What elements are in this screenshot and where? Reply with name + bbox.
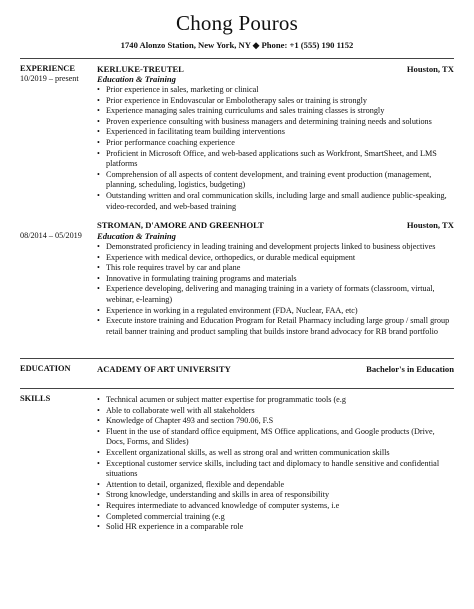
bullet-item: • Experience in working in a regulated environment (FDA, Nuclear, FAA, etc) (97, 306, 453, 317)
section-label-skills: SKILLS (20, 394, 51, 403)
section-divider-education (20, 358, 454, 359)
candidate-name: Chong Pouros (175, 11, 298, 35)
bullet-item: • Excellent organizational skills, as well as strong oral and written communication skills (97, 448, 453, 459)
job-bullet-list (97, 242, 453, 337)
bullet-item: • Completed commercial training (e.g (97, 512, 453, 523)
contact-line: 1740 Alonzo Station, New York, NY ◆ Phone: +1 (555) 190 1152 (120, 40, 354, 50)
bullet-item: • Technical acumen or subject matter expertise for programmatic tools (e.g (97, 395, 453, 406)
bullet-item: • Outstanding written and oral communication skills, including large and small audience public-speaking, video-recorded, and web-based training (97, 191, 453, 212)
bullet-item: • Experience developing, delivering and managing training in a variety of formats (classroom, virtual, webinar, e-learning) (97, 284, 453, 305)
job-role: Education & Training (97, 74, 176, 84)
bullet-item: • Prior experience in Endovascular or Embolotherapy sales or training is strongly (97, 96, 453, 107)
education-school: ACADEMY OF ART UNIVERSITY (97, 364, 231, 374)
section-divider-experience (20, 58, 454, 59)
job-company: STROMAN, D'AMORE AND GREENHOLT (97, 220, 264, 230)
bullet-item: • Prior performance coaching experience (97, 138, 453, 149)
job-dates: 10/2019 – present (20, 74, 79, 83)
bullet-item: • Knowledge of Chapter 493 and section 790.06, F.S (97, 416, 453, 427)
section-label-education: EDUCATION (20, 364, 71, 373)
education-degree: Bachelor's in Education (366, 364, 454, 374)
bullet-item: • Innovative in formulating training programs and materials (97, 274, 453, 285)
bullet-item: • Experience managing sales training curriculums and sales training classes is strongly (97, 106, 453, 117)
bullet-item: • Prior experience in sales, marketing or clinical (97, 85, 453, 96)
skills-bullet-list (97, 395, 453, 533)
job-location: Houston, TX (406, 220, 454, 230)
job-company: KERLUKE-TREUTEL (97, 64, 184, 74)
bullet-item: • Attention to detail, organized, flexible and dependable (97, 480, 453, 491)
bullet-item: • Requires intermediate to advanced knowledge of computer systems, i.e (97, 501, 453, 512)
job-bullet-list (97, 85, 453, 212)
bullet-item: • Execute instore training and Education Program for Retail Pharmacy including large group / small group retail banner training and product sampling that builds instore brand advocacy for RB brand portfolio (97, 316, 453, 337)
bullet-item: • This role requires travel by car and plane (97, 263, 453, 274)
job-dates: 08/2014 – 05/2019 (20, 231, 82, 240)
bullet-item: • Comprehension of all aspects of content development, and training event production (management, planning, scheduling, logistics, budgeting) (97, 170, 453, 191)
bullet-item: • Demonstrated proficiency in leading training and development projects linked to business objectives (97, 242, 453, 253)
section-divider-skills (20, 388, 454, 389)
bullet-item: • Strong knowledge, understanding and skills in area of responsibility (97, 490, 453, 501)
bullet-item: • Able to collaborate well with all stakeholders (97, 406, 453, 417)
bullet-item: • Solid HR experience in a comparable role (97, 522, 453, 533)
bullet-item: • Fluent in the use of standard office equipment, MS Office applications, and Google products (Drive, Docs, Forms, and Slides) (97, 427, 453, 448)
section-label-experience: EXPERIENCE (20, 64, 75, 73)
bullet-item: • Proficient in Microsoft Office, and web-based applications such as Workfront, SmartSheet, and LMS platforms (97, 149, 453, 170)
bullet-item: • Proven experience consulting with business managers and determining training needs and solutions (97, 117, 453, 128)
bullet-item: • Experienced in facilitating team building interventions (97, 127, 453, 138)
job-role: Education & Training (97, 231, 176, 241)
job-location: Houston, TX (406, 64, 454, 74)
bullet-item: • Experience with medical device, orthopedics, or durable medical equipment (97, 253, 453, 264)
bullet-item: • Exceptional customer service skills, including tact and diplomacy to handle sensitive and confidential situations (97, 459, 453, 480)
